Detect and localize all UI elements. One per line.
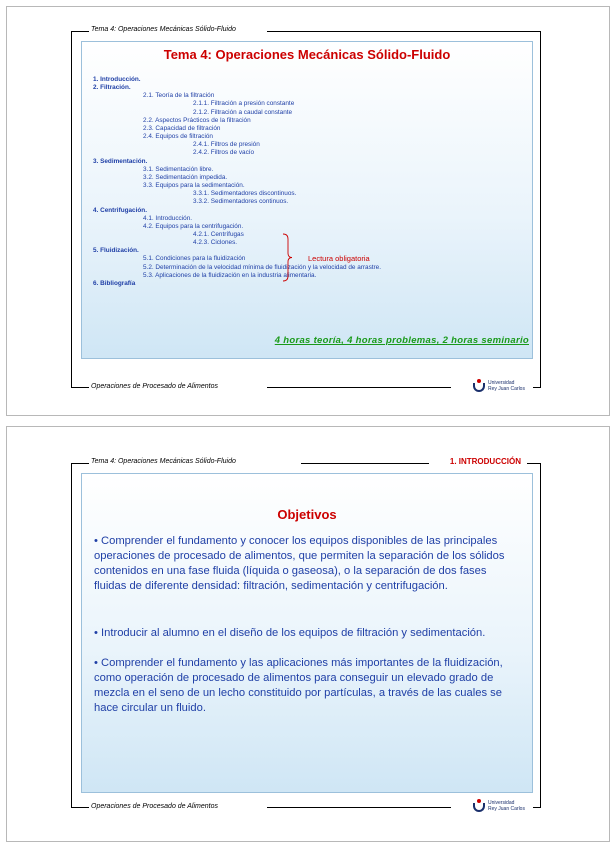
toc-section: 4. Centrifugación. bbox=[93, 206, 147, 214]
slide-title: Tema 4: Operaciones Mecánicas Sólido-Fluido bbox=[163, 47, 451, 62]
lectura-obligatoria-note: Lectura obligatoria bbox=[308, 254, 370, 263]
urjc-logo-icon bbox=[473, 379, 485, 392]
slide-2 bbox=[6, 426, 610, 842]
urjc-logo-icon bbox=[473, 799, 485, 812]
toc-item: 2.1. Teoría de la filtración bbox=[143, 92, 215, 100]
university-logo bbox=[473, 379, 525, 392]
toc-section: 3. Sedimentación. bbox=[93, 157, 148, 165]
section-label: 1. INTRODUCCIÓN bbox=[449, 457, 521, 466]
footer-text: Operaciones de Procesado de Alimentos bbox=[91, 803, 218, 810]
logo-line-2: Rey Juan Carlos bbox=[488, 805, 525, 812]
objective-paragraph-3: • Comprender el fundamento y las aplicaciones más importantes de la fluidización, como operación de procesado de alimentos para conseguir un elevado grado de mezcla en el seno de un lecho constituido por partículas, a través de las cuales se hace circular un fluido. bbox=[94, 657, 503, 714]
toc-item: 4.1. Introducción. bbox=[143, 214, 193, 222]
header-title: Tema 4: Operaciones Mecánicas Sólido-Fluido bbox=[91, 26, 236, 33]
toc-item: 5.2. Determinación de la velocidad mínima de fluidización y la velocidad de arrastre. bbox=[143, 263, 381, 271]
toc-item: 3.3. Equipos para la sedimentación. bbox=[143, 182, 245, 190]
header-title: Tema 4: Operaciones Mecánicas Sólido-Fluido bbox=[91, 458, 236, 465]
university-logo bbox=[473, 799, 525, 812]
toc-item: 3.3.1. Sedimentadores discontinuos. bbox=[193, 190, 297, 198]
logo-line-1: Universidad bbox=[488, 379, 515, 386]
toc-section: 5. Fluidización. bbox=[93, 247, 139, 255]
toc-section: 6. Bibliografía bbox=[93, 279, 136, 287]
slide-title: Objetivos bbox=[277, 507, 337, 522]
hours-summary: 4 horas teoría, 4 horas problemas, 2 horas seminario bbox=[274, 335, 529, 346]
toc-item: 5.3. Aplicaciones de la fluidización en la industria alimentaria. bbox=[143, 271, 317, 279]
logo-line-2: Rey Juan Carlos bbox=[488, 385, 525, 392]
objective-paragraph-2: • Introducir al alumno en el diseño de los equipos de filtración y sedimentación. bbox=[94, 627, 486, 639]
toc-item: 2.4.1. Filtros de presión bbox=[193, 141, 260, 149]
toc-section: 2. Filtración. bbox=[93, 84, 131, 92]
objective-paragraph-1: • Comprender el fundamento y conocer los equipos disponibles de las principales operaciones de procesado de alimentos, que permiten la separación de los sólidos contenidos en una fase fluida (líquida o gaseosa), o la separación de dos fases fluidas de diferente densidad: filtración, sedimentación y centrifugación. bbox=[94, 535, 505, 592]
toc-item: 3.2. Sedimentación impedida. bbox=[143, 173, 228, 181]
logo-line-1: Universidad bbox=[488, 799, 515, 806]
toc-item: 2.3. Capacidad de filtración bbox=[143, 124, 221, 132]
footer-text: Operaciones de Procesado de Alimentos bbox=[91, 383, 218, 390]
toc-item: 2.2. Aspectos Prácticos de la filtración bbox=[143, 116, 251, 124]
toc-item: 5.1. Condiciones para la fluidización bbox=[143, 255, 246, 263]
slide-1 bbox=[6, 6, 610, 416]
toc-item: 3.3.2. Sedimentadores continuos. bbox=[193, 198, 289, 206]
toc-item: 4.2.3. Ciclones. bbox=[193, 239, 238, 247]
curly-brace-icon bbox=[282, 233, 292, 282]
content-box bbox=[81, 41, 533, 359]
toc-item: 2.1.1. Filtración a presión constante bbox=[193, 100, 295, 108]
toc-item: 2.1.2. Filtración a caudal constante bbox=[193, 108, 293, 116]
toc-section: 1. Introducción. bbox=[93, 76, 141, 83]
toc-item: 2.4. Equipos de filtración bbox=[143, 133, 213, 141]
toc-item: 3.1. Sedimentación libre. bbox=[143, 165, 214, 173]
toc-item: 4.2. Equipos para la centrifugación. bbox=[143, 222, 244, 230]
toc-item: 2.4.2. Filtros de vacío bbox=[193, 149, 255, 157]
content-box bbox=[81, 473, 533, 793]
toc-item: 4.2.1. Centrífugas bbox=[193, 230, 244, 238]
